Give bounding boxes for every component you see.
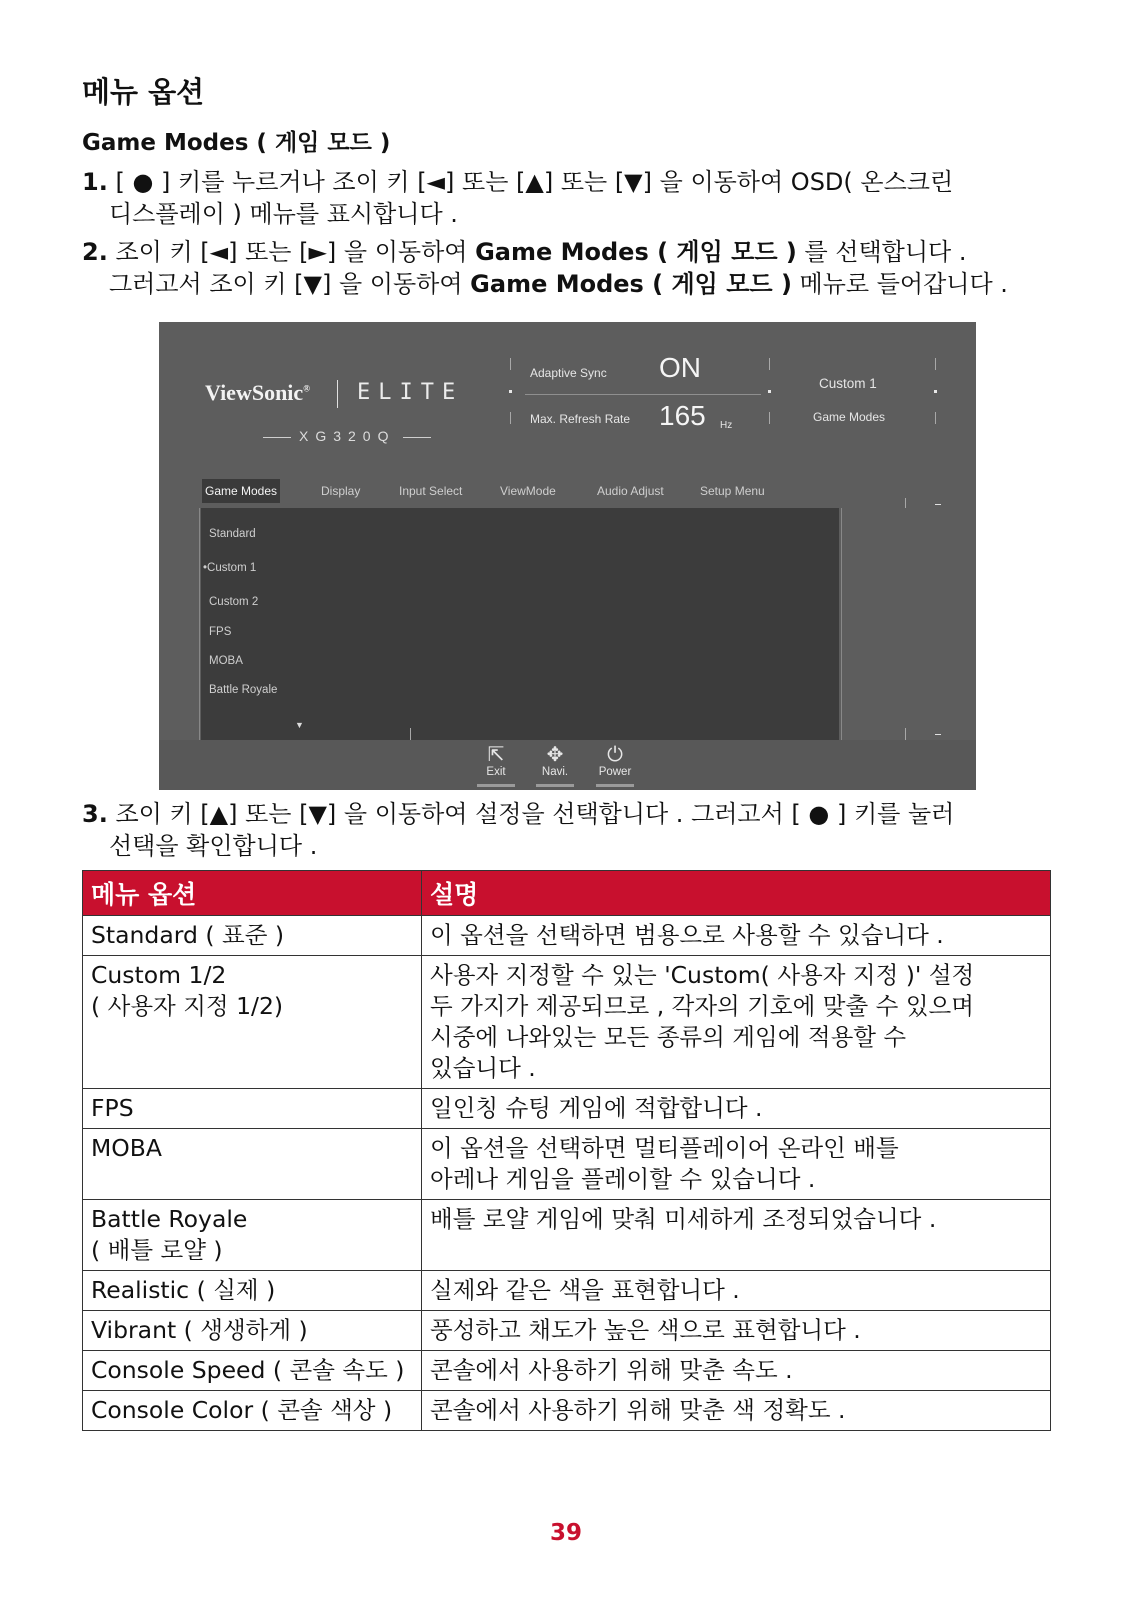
table-row bbox=[83, 1351, 1051, 1391]
adaptive-sync-value: ON bbox=[659, 352, 701, 383]
description-cell: 이 옵션을 선택하면 멀티플레이어 온라인 배틀 아레나 게임을 플레이할 수 있습니다 . bbox=[422, 1129, 1051, 1200]
tab-display[interactable]: Display bbox=[321, 484, 361, 498]
step-text-continued: 선택을 확인합니다 . bbox=[109, 832, 318, 860]
tab-audio-adjust[interactable]: Audio Adjust bbox=[597, 484, 664, 498]
option-cell: FPS bbox=[83, 1089, 422, 1129]
option-cell: Console Color ( 콘솔 색상 ) bbox=[83, 1391, 422, 1431]
navi-button[interactable]: ✥ Navi. bbox=[533, 744, 577, 787]
selected-marker: • bbox=[203, 562, 208, 574]
option-cell: Standard ( 표준 ) bbox=[83, 916, 422, 956]
option-cell: Vibrant ( 생생하게 ) bbox=[83, 1311, 422, 1351]
current-mode-label: Game Modes bbox=[813, 410, 886, 424]
column-header-description: 설명 bbox=[422, 871, 1051, 916]
mode-item-moba[interactable]: MOBA bbox=[209, 655, 243, 667]
description-cell: 풍성하고 채도가 높은 색으로 표현합니다 . bbox=[422, 1311, 1051, 1351]
option-cell: MOBA bbox=[83, 1129, 422, 1200]
menu-options-table bbox=[82, 870, 1051, 1431]
model-name: XG320Q bbox=[255, 428, 439, 444]
adaptive-sync-label: Adaptive Sync bbox=[530, 366, 607, 380]
table-row bbox=[83, 1311, 1051, 1351]
brand-logo: ViewSonic® bbox=[205, 380, 310, 405]
exit-icon: ⇱ bbox=[487, 744, 505, 766]
step-text: 조이 키 [▲] 또는 [▼] 을 이동하여 설정을 선택합니다 . 그러고서 [ ● ] 키를 눌러 bbox=[115, 800, 955, 828]
mode-item-custom-1[interactable]: •Custom 1 bbox=[203, 562, 257, 574]
osd-screenshot bbox=[159, 322, 976, 790]
description-cell: 실제와 같은 색을 표현합니다 . bbox=[422, 1271, 1051, 1311]
step-3 bbox=[82, 798, 954, 862]
tab-viewmode[interactable]: ViewMode bbox=[500, 484, 556, 498]
power-icon: ⏻ bbox=[607, 744, 623, 766]
description-cell: 이 옵션을 선택하면 범용으로 사용할 수 있습니다 . bbox=[422, 916, 1051, 956]
step-number: 2. bbox=[82, 238, 108, 266]
tab-input-select[interactable]: Input Select bbox=[399, 484, 463, 498]
refresh-rate-label: Max. Refresh Rate bbox=[530, 412, 631, 426]
step-text-continued: 디스플레이 ) 메뉴를 표시합니다 . bbox=[109, 200, 458, 228]
page-title: 메뉴 옵션 bbox=[82, 75, 205, 109]
joystick-icon: ✥ bbox=[546, 744, 564, 766]
step-text: 메뉴로 들어갑니다 . bbox=[791, 270, 1008, 298]
step-emphasis: Game Modes ( 게임 모드 ) bbox=[475, 238, 797, 266]
step-2 bbox=[82, 236, 1008, 300]
table-row bbox=[83, 1200, 1051, 1271]
step-text: 조이 키 [◄] 또는 [►] 을 이동하여 bbox=[115, 238, 476, 266]
brand-divider bbox=[337, 380, 338, 408]
current-mode-value: Custom 1 bbox=[819, 376, 877, 391]
step-number: 3. bbox=[82, 800, 108, 828]
option-cell: Realistic ( 실제 ) bbox=[83, 1271, 422, 1311]
description-cell: 일인칭 슈팅 게임에 적합합니다 . bbox=[422, 1089, 1051, 1129]
description-cell: 배틀 로얄 게임에 맞춰 미세하게 조정되었습니다 . bbox=[422, 1200, 1051, 1271]
elite-logo: ELITE bbox=[357, 380, 464, 405]
column-header-option: 메뉴 옵션 bbox=[83, 871, 422, 916]
table-row bbox=[83, 916, 1051, 956]
description-cell: 콘솔에서 사용하기 위해 맞춘 색 정확도 . bbox=[422, 1391, 1051, 1431]
step-text: [ ● ] 키를 누르거나 조이 키 [◄] 또는 [▲] 또는 [▼] 을 이동하여 OSD( 온스크린 bbox=[115, 168, 954, 196]
section-subtitle: Game Modes ( 게임 모드 ) bbox=[82, 130, 391, 156]
exit-button[interactable]: ⇱ Exit bbox=[476, 744, 516, 787]
scroll-down-arrow-icon[interactable]: ▼ bbox=[295, 720, 304, 730]
table-row bbox=[83, 1391, 1051, 1431]
description-cell: 사용자 지정할 수 있는 'Custom( 사용자 지정 )' 설정 두 가지가 제공되므로 , 각자의 기호에 맞출 수 있으며 시중에 나와있는 모든 종류의 게임에 적용할 수 있습니다 . bbox=[422, 956, 1051, 1089]
option-cell: Console Speed ( 콘솔 속도 ) bbox=[83, 1351, 422, 1391]
option-cell: Battle Royale ( 배틀 로얄 ) bbox=[83, 1200, 422, 1271]
refresh-rate-unit: Hz bbox=[720, 420, 733, 431]
step-number: 1. bbox=[82, 168, 108, 196]
page-number: 39 bbox=[549, 1520, 582, 1546]
table-row bbox=[83, 1271, 1051, 1311]
step-text: 를 선택합니다 . bbox=[796, 238, 967, 266]
tab-game-modes[interactable]: Game Modes bbox=[202, 479, 280, 503]
mode-item-fps[interactable]: FPS bbox=[209, 626, 232, 638]
step-emphasis: Game Modes ( 게임 모드 ) bbox=[470, 270, 792, 298]
mode-item-custom-2[interactable]: Custom 2 bbox=[209, 596, 259, 608]
refresh-rate-value: 165 bbox=[659, 400, 706, 431]
step-1 bbox=[82, 166, 953, 230]
table-row bbox=[83, 1129, 1051, 1200]
table-row bbox=[83, 956, 1051, 1089]
power-button[interactable]: ⏻ Power bbox=[591, 744, 639, 787]
description-cell: 콘솔에서 사용하기 위해 맞춘 속도 . bbox=[422, 1351, 1051, 1391]
game-modes-panel bbox=[201, 508, 839, 740]
step-text: 그러고서 조이 키 [▼] 을 이동하여 bbox=[109, 270, 471, 298]
tab-setup-menu[interactable]: Setup Menu bbox=[700, 484, 765, 498]
mode-item-standard[interactable]: Standard bbox=[209, 528, 256, 540]
option-cell: Custom 1/2 ( 사용자 지정 1/2) bbox=[83, 956, 422, 1089]
table-row bbox=[83, 1089, 1051, 1129]
mode-item-battle-royale[interactable]: Battle Royale bbox=[209, 684, 278, 696]
